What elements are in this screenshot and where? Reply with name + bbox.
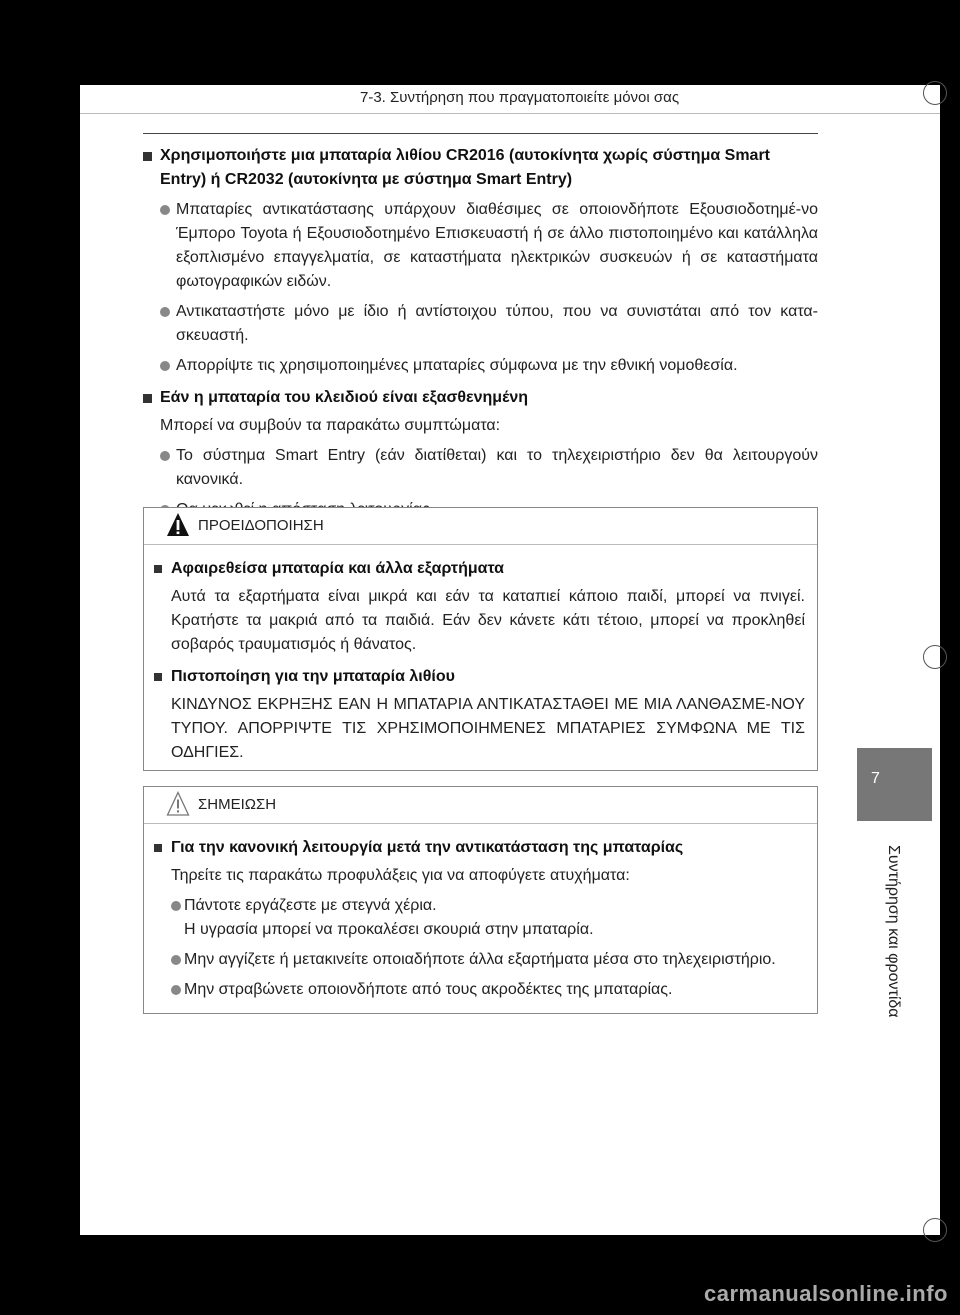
main-content <box>143 133 818 522</box>
watermark: carmanualsonline.info <box>704 1281 948 1306</box>
notice-intro: Τηρείτε τις παρακάτω προφυλάξεις για να αποφύγετε ατυχήματα: <box>171 867 630 884</box>
notice-title: ΣΗΜΕΙΩΣΗ <box>198 796 277 813</box>
warning-item-text: Αυτά τα εξαρτήματα είναι μικρά και εάν τα καταπιεί κάποιο παιδί, μπορεί να πνιγεί. Κρατήστε τα μακριά από τα παιδιά. Εάν δεν κάνετε κάτι τέτοιο, μπορεί να προκληθεί σοβαρός τραυματισμός ή θάνατος. <box>171 588 805 653</box>
divider <box>143 133 818 134</box>
list-item: Αντικαταστήστε μόνο με ίδιο ή αντίστοιχου τύπου, που να συνιστάται από τον κατα-σκευαστή. <box>143 300 818 348</box>
warning-box <box>143 507 818 771</box>
crop-mark-icon <box>923 1218 947 1242</box>
registration-mark-icon <box>923 645 947 669</box>
section-heading-battery-type: Χρησιμοποιήστε μια μπαταρία λιθίου CR2016 (αυτοκίνητα χωρίς σύστημα Smart Entry) ή CR2032 (αυτοκίνητα με σύστημα Smart Entry) <box>143 144 818 192</box>
chapter-tab[interactable] <box>857 748 932 821</box>
warning-body <box>144 545 817 777</box>
caution-outline-icon <box>166 791 190 817</box>
round-bullet-icon <box>171 985 181 995</box>
notice-box <box>143 786 818 1014</box>
notice-heading: Για την κανονική λειτουργία μετά την αντικατάσταση της μπαταρίας <box>154 836 805 860</box>
square-bullet-icon <box>143 152 152 161</box>
chapter-number: 7 <box>871 770 880 787</box>
square-bullet-icon <box>143 394 152 403</box>
page-header <box>80 85 940 114</box>
section-intro: Μπορεί να συμβούν τα παρακάτω συμπτώματα: <box>160 417 501 434</box>
manual-page <box>80 85 940 1235</box>
list-item: Μπαταρίες αντικατάστασης υπάρχουν διαθέσιμες σε οποιονδήποτε Εξουσιοδοτημέ-νο Έμπορο Toyota ή Εξουσιοδοτημένο Επισκευαστή ή σε άλλο πιστοποιημένο και κατάλληλα εξοπλισμένο επαγγελματία, σε καταστήματα ηλεκτρικών συσκευών ή σε καταστήματα φωτογραφικών ειδών. <box>143 198 818 294</box>
crop-mark-icon <box>923 81 947 105</box>
warning-triangle-icon <box>166 512 190 538</box>
list-item: Μην αγγίζετε ή μετακινείτε οποιαδήποτε άλλα εξαρτήματα μέσα στο τηλεχειριστήριο. <box>154 948 805 972</box>
header-title: 7-3. Συντήρηση που πραγματοποιείτε μόνοι σας <box>360 89 680 106</box>
list-item: Το σύστημα Smart Entry (εάν διατίθεται) και το τηλεχειριστήριο δεν θα λειτουργούν κανονικά. <box>143 444 818 492</box>
round-bullet-icon <box>160 451 170 461</box>
chapter-label: Συντήρηση και φροντίδα <box>885 845 902 1018</box>
square-bullet-icon <box>154 673 162 681</box>
list-item: Πάντοτε εργάζεστε με στεγνά χέρια. Η υγρασία μπορεί να προκαλέσει σκουριά στην μπαταρία. <box>154 894 805 942</box>
round-bullet-icon <box>160 307 170 317</box>
round-bullet-icon <box>171 955 181 965</box>
square-bullet-icon <box>154 844 162 852</box>
section-heading-weak-battery: Εάν η μπαταρία του κλειδιού είναι εξασθενημένη <box>143 386 818 410</box>
warning-header <box>144 508 817 545</box>
round-bullet-icon <box>171 901 181 911</box>
notice-header <box>144 787 817 824</box>
notice-body <box>144 824 817 1014</box>
round-bullet-icon <box>160 361 170 371</box>
warning-item-heading: Πιστοποίηση για την μπαταρία λιθίου <box>154 665 805 689</box>
warning-item-heading: Αφαιρεθείσα μπαταρία και άλλα εξαρτήματα <box>154 557 805 581</box>
list-item: Απορρίψτε τις χρησιμοποιημένες μπαταρίες σύμφωνα με την εθνική νομοθεσία. <box>143 354 818 378</box>
warning-item-text: ΚΙΝΔΥΝΟΣ ΕΚΡΗΞΗΣ ΕΑΝ Η ΜΠΑΤΑΡΙΑ ΑΝΤΙΚΑΤΑΣΤΑΘΕΙ ΜΕ ΜΙΑ ΛΑΝΘΑΣΜΕ-ΝΟΥ ΤΥΠΟΥ. ΑΠΟΡΡΙΨΤΕ ΤΙΣ ΧΡΗΣΙΜΟΠΟΙΗΜΕΝΕΣ ΜΠΑΤΑΡΙΕΣ ΣΥΜΦΩΝΑ ΜΕ ΤΙΣ ΟΔΗΓΙΕΣ. <box>171 696 805 761</box>
square-bullet-icon <box>154 565 162 573</box>
list-item: Μην στραβώνετε οποιονδήποτε από τους ακροδέκτες της μπαταρίας. <box>154 978 805 1002</box>
warning-title: ΠΡΟΕΙΔΟΠΟΙΗΣΗ <box>198 517 324 534</box>
round-bullet-icon <box>160 205 170 215</box>
